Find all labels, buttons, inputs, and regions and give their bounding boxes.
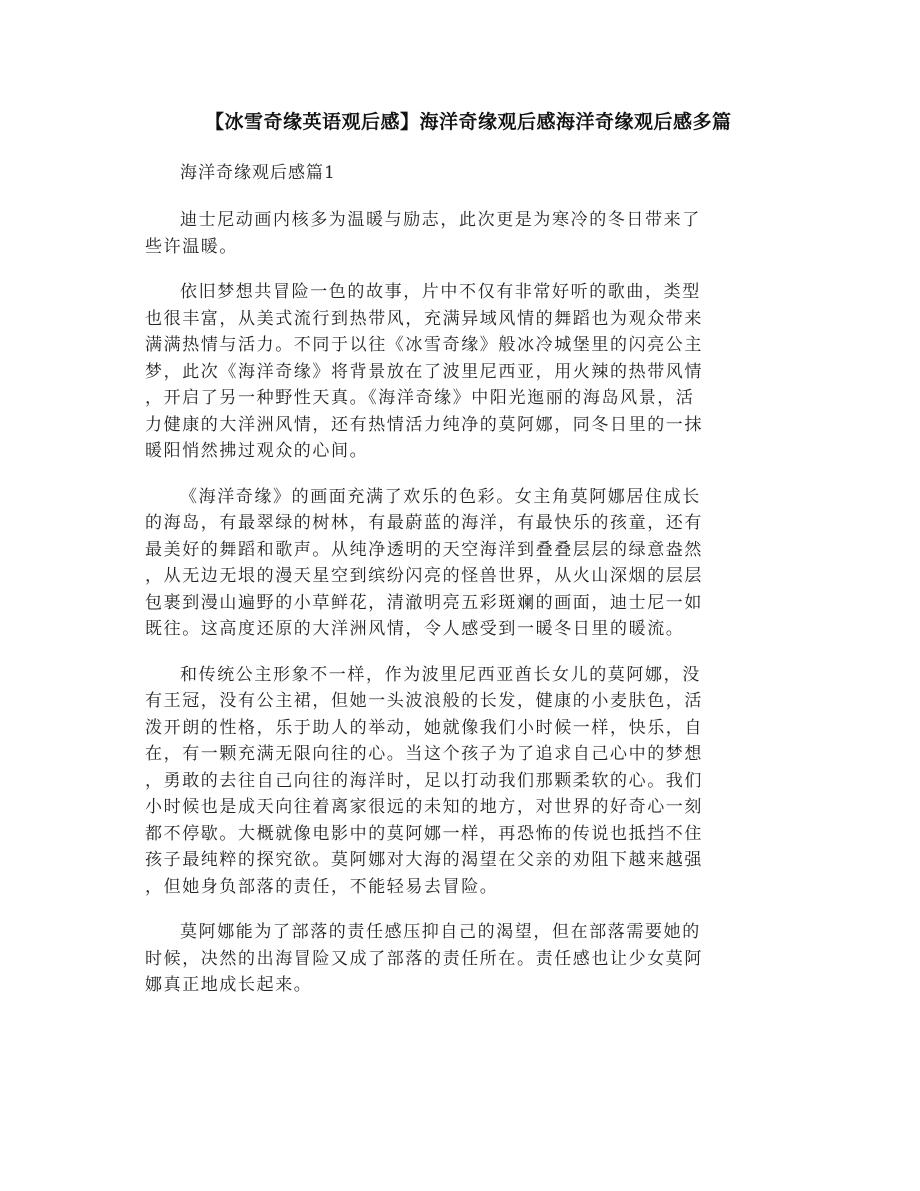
text-line: 梦，此次《海洋奇缘》将背景放在了波里尼西亚，用火辣的热带风情 [145, 361, 703, 382]
document-title: 【冰雪奇缘英语观后感】海洋奇缘观后感海洋奇缘观后感多篇 [205, 111, 732, 133]
text-line: 包裹到漫山遍野的小草鲜花，清澈明亮五彩斑斓的画面，迪士尼一如 [145, 592, 703, 613]
text-line: 小时候也是成天向往着离家很远的未知的地方，对世界的好奇心一刻 [145, 797, 703, 817]
document-body [145, 207, 780, 1018]
text-line: 《海洋奇缘》的画面充满了欢乐的色彩。女主角莫阿娜居住成长 [180, 486, 701, 507]
text-line: 有王冠，没有公主裙，但她一头波浪般的长发，健康的小麦肤色，活 [145, 691, 703, 711]
text-line: 迪士尼动画内核多为温暖与励志，此次更是为寒冷的冬日带来了 [180, 210, 701, 230]
text-line: 都不停歇。大概就像电影中的莫阿娜一样，再恐怖的传说也抵挡不住 [145, 823, 703, 844]
paragraph-1 [145, 207, 780, 260]
text-line: 力健康的大洋洲风情，还有热情活力纯净的莫阿娜，同冬日里的一抹 [145, 414, 703, 435]
text-line: 些许温暖。 [145, 236, 238, 257]
text-line: 泼开朗的性格，乐于助人的举动，她就像我们小时候一样，快乐，自 [145, 717, 703, 738]
text-line: 也很丰富，从美式流行到热带风，充满异域风情的舞蹈也为观众带来 [145, 308, 703, 329]
text-line: ，但她身负部落的责任，不能轻易去冒险。 [145, 876, 499, 897]
text-line: 满满热情与活力。不同于以往《冰雪奇缘》般冰冷城堡里的闪亮公主 [145, 335, 703, 355]
text-line: 孩子最纯粹的探究欲。莫阿娜对大海的渴望在父亲的劝阻下越来越强 [145, 850, 703, 870]
text-line: 既往。这高度还原的大洋洲风情，令人感受到一暖冬日里的暖流。 [145, 619, 685, 639]
paragraph-4 [145, 662, 780, 901]
text-line: 暖阳悄然拂过观众的心间。 [145, 441, 369, 461]
text-line: 最美好的舞蹈和歌声。从纯净透明的天空海洋到叠叠层层的绿意盎然 [145, 539, 703, 560]
text-line: 时候，决然的出海冒险又成了部落的责任所在。责任感也让少女莫阿 [145, 948, 703, 969]
text-line: 的海岛，有最翠绿的树林，有最蔚蓝的海洋，有最快乐的孩童，还有 [145, 513, 703, 533]
text-line: ，从无边无垠的漫天星空到缤纷闪亮的怪兽世界，从火山深烟的层层 [145, 566, 703, 586]
text-line: 依旧梦想共冒险一色的故事，片中不仅有非常好听的歌曲，类型 [180, 282, 701, 302]
paragraph-2 [145, 279, 780, 465]
text-line: 和传统公主形象不一样，作为波里尼西亚酋长女儿的莫阿娜，没 [180, 664, 701, 685]
paragraph-5 [145, 919, 780, 999]
text-line: 娜真正地成长起来。 [145, 975, 313, 995]
paragraph-3 [145, 484, 780, 643]
text-line: ，开启了另一种野性天真。《海洋奇缘》中阳光迤丽的海岛风景，活 [145, 388, 695, 408]
text-line: 莫阿娜能为了部落的责任感压抑自己的渴望，但在部落需要她的 [180, 922, 701, 942]
text-line: 在，有一颗充满无限向往的心。当这个孩子为了追求自己心中的梦想 [145, 744, 703, 764]
text-line: ，勇敢的去往自己向往的海洋时，足以打动我们那颗柔软的心。我们 [145, 770, 703, 791]
section-heading: 海洋奇缘观后感篇1 [180, 163, 336, 183]
